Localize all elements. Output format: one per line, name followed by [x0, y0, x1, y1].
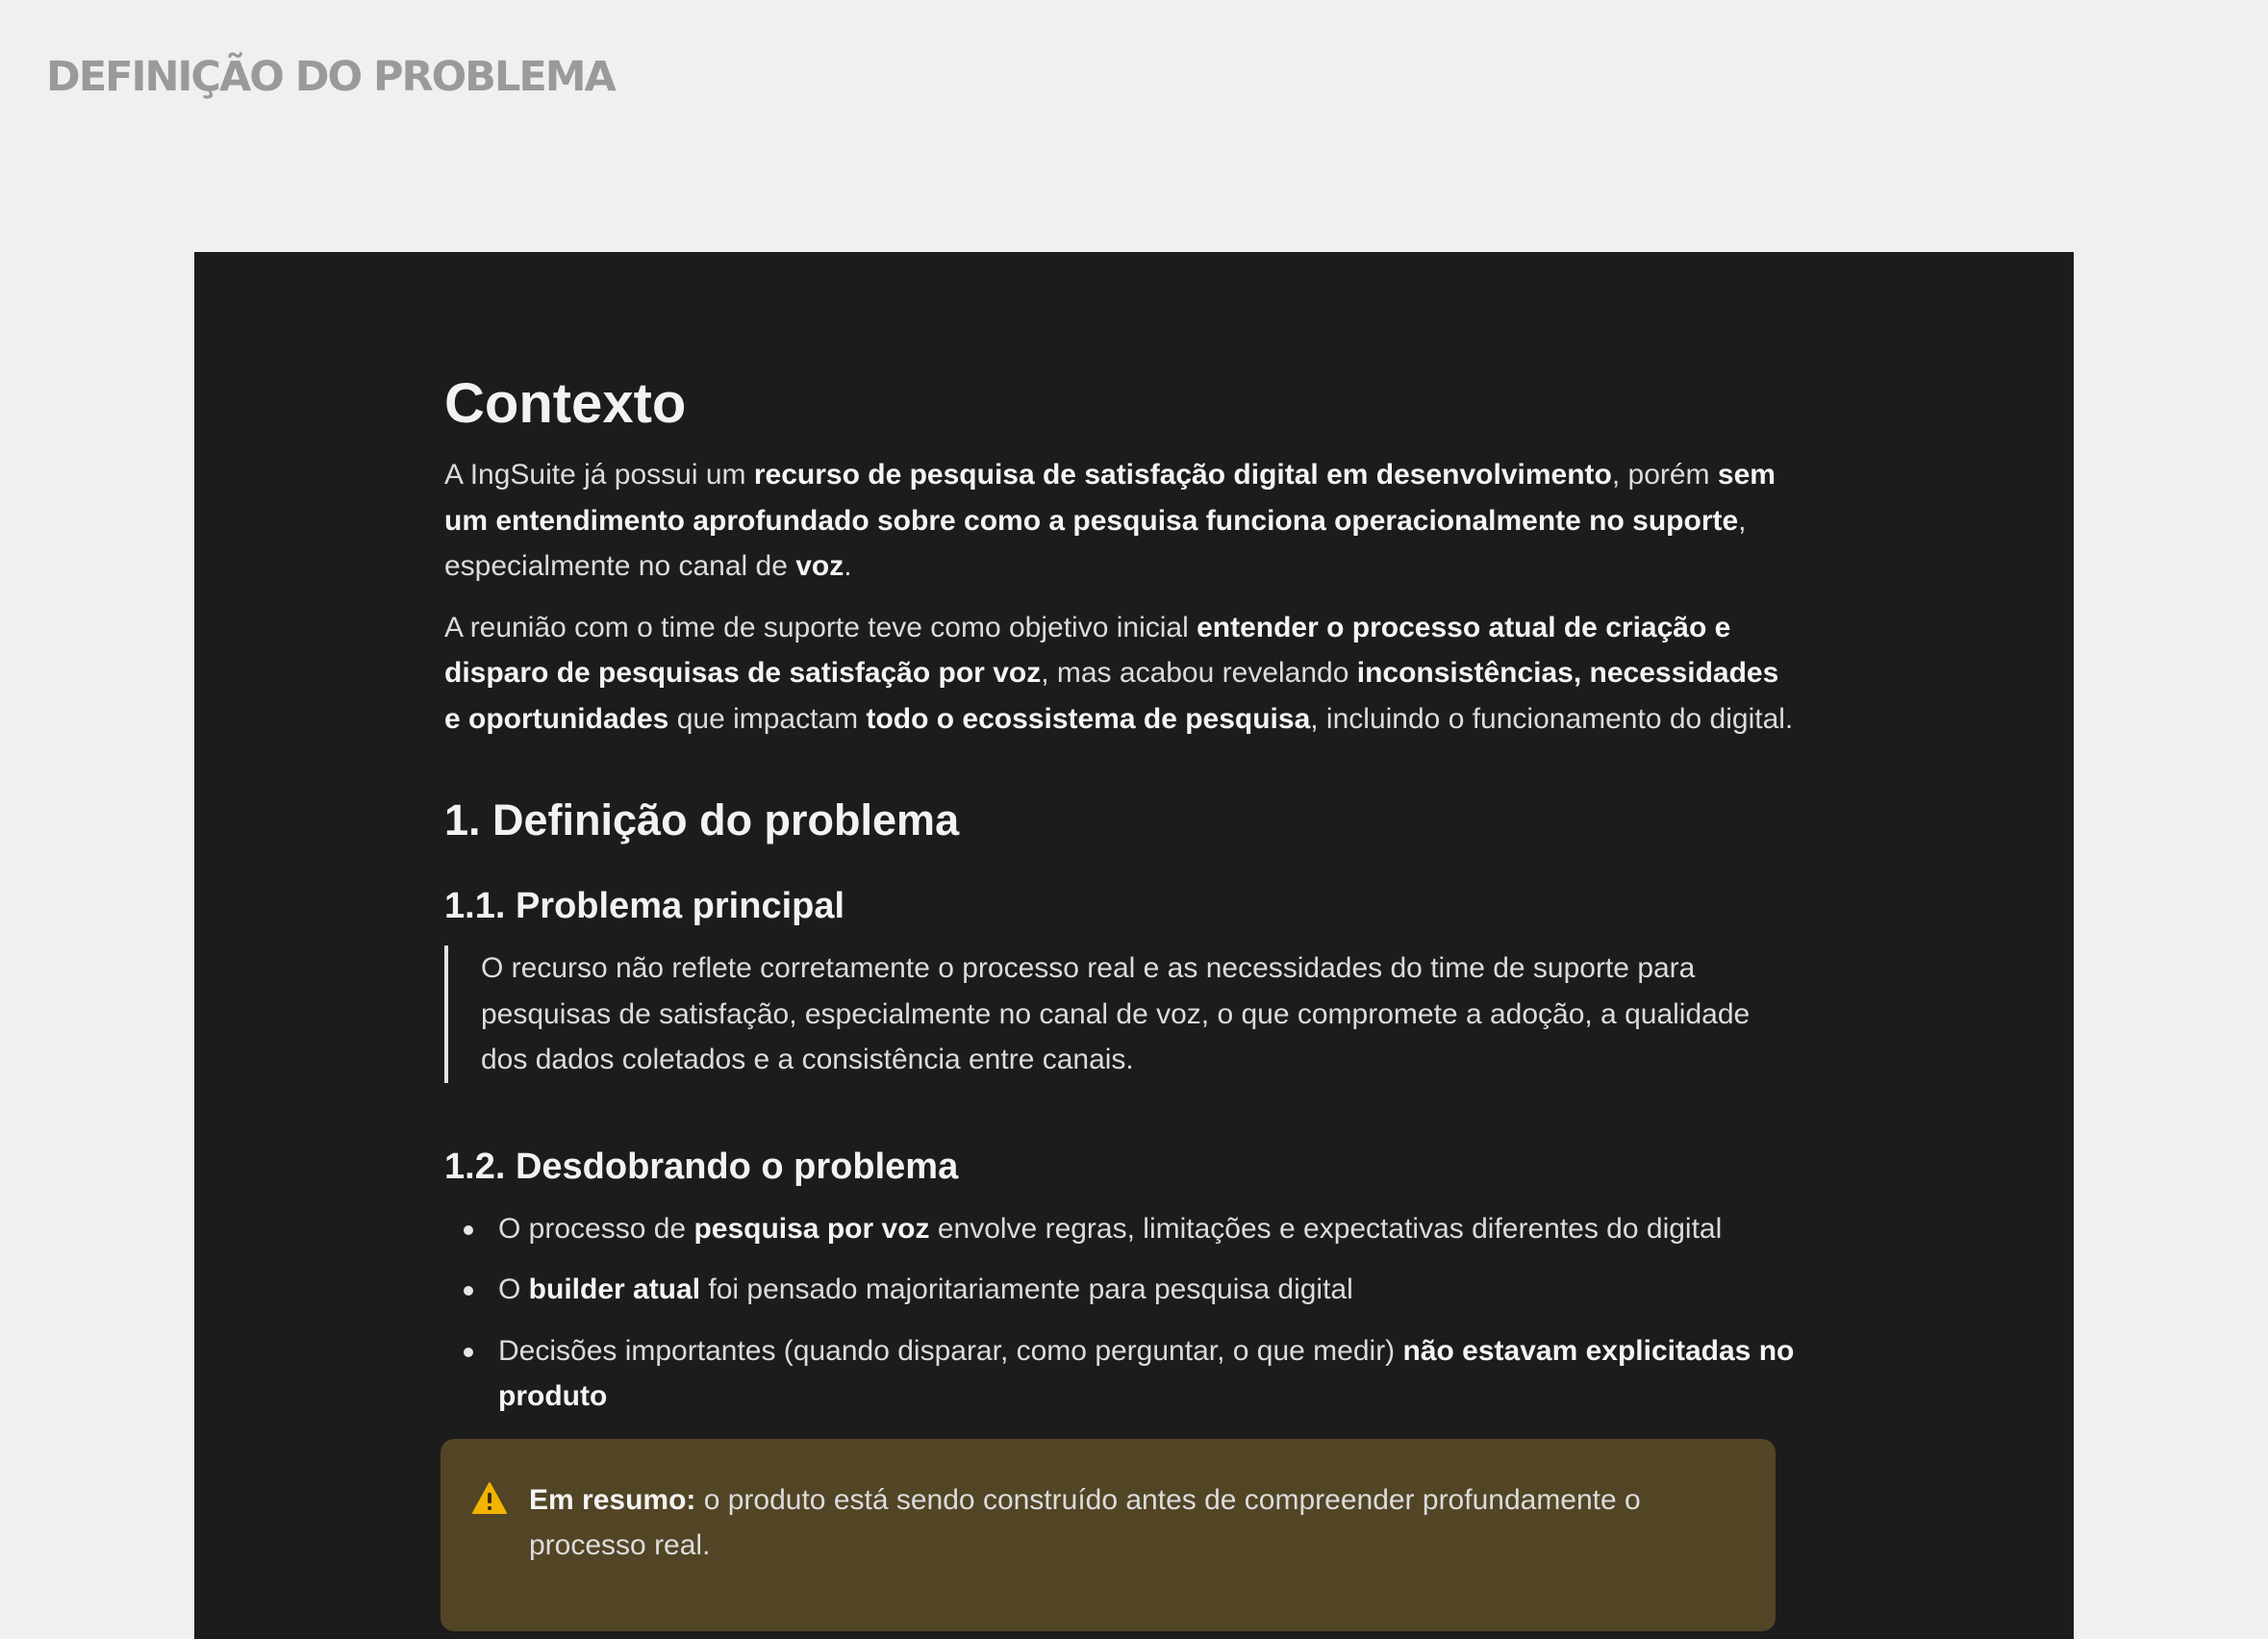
callout-body: o produto está sendo construído antes de compreender profundamente o processo real. [529, 1483, 1641, 1561]
callout-text [529, 1484, 1641, 1562]
problem-bullet-list [444, 1206, 1801, 1420]
text-run: , mas acabou revelando [1041, 657, 1357, 689]
text-run: A reunião com o time de suporte teve como objetivo inicial [444, 611, 1197, 643]
list-item [444, 1328, 1801, 1420]
context-title: Contexto [444, 372, 687, 435]
section-1-title: 1. Definição do problema [444, 795, 960, 845]
bold-run: voz [795, 550, 844, 582]
text-run: , especialmente no canal de [444, 504, 1747, 582]
text-run: Decisões importantes (quando disparar, como perguntar, o que medir) [498, 1334, 1403, 1367]
bold-run: todo o ecossistema de pesquisa [866, 702, 1311, 735]
bold-run: recurso de pesquisa de satisfação digital em desenvolvimento [753, 459, 1612, 491]
callout-label: Em resumo: [529, 1483, 696, 1516]
text-run: que impactam [668, 702, 867, 735]
bold-run: pesquisa por voz [693, 1212, 930, 1245]
text-run: envolve regras, limitações e expectativas diferentes do digital [929, 1212, 1723, 1245]
subsection-1-1-title: 1.1. Problema principal [444, 886, 845, 926]
text-run: O [498, 1273, 529, 1305]
bold-run: entender o processo atual de criação e disparo de pesquisas de satisfação por voz [444, 611, 1731, 689]
bullet-dot-icon [464, 1286, 473, 1296]
list-item [444, 1267, 1801, 1313]
subsection-1-2-title: 1.2. Desdobrando o problema [444, 1146, 959, 1187]
text-run: foi pensado majoritariamente para pesquisa digital [700, 1273, 1353, 1305]
intro-paragraph-2 [444, 605, 1801, 743]
bold-run: sem um entendimento aprofundado sobre como a pesquisa funciona operacionalmente no suporte [444, 459, 1776, 537]
bold-run: inconsistências, necessidades e oportunidades [444, 657, 1779, 735]
list-item [444, 1206, 1801, 1252]
text-run: . [844, 550, 852, 582]
page-heading: DEFINIÇÃO DO PROBLEMA [46, 53, 615, 101]
bullet-dot-icon [464, 1348, 473, 1357]
bold-run: não estavam explicitadas no produto [498, 1334, 1795, 1412]
quote-text: O recurso não reflete corretamente o processo real e as necessidades do time de suporte para pesquisas de satisfação, especialmente no canal de voz, o que compromete a adoção, a qualidade dos dados coletados e a consistência entre canais. [481, 952, 1751, 1075]
text-run: O processo de [498, 1212, 694, 1245]
text-run: A IngSuite já possui um [444, 459, 754, 491]
bullet-dot-icon [464, 1225, 473, 1235]
bold-run: builder atual [528, 1273, 701, 1305]
text-run: , porém [1611, 459, 1718, 491]
text-run: , incluindo o funcionamento do digital. [1310, 702, 1794, 735]
document-content [444, 366, 1801, 1631]
document-panel [194, 252, 2074, 1639]
main-problem-quote [444, 946, 1801, 1083]
intro-paragraph-1 [444, 452, 1801, 590]
warning-icon [471, 1481, 508, 1516]
summary-callout [441, 1439, 1776, 1631]
